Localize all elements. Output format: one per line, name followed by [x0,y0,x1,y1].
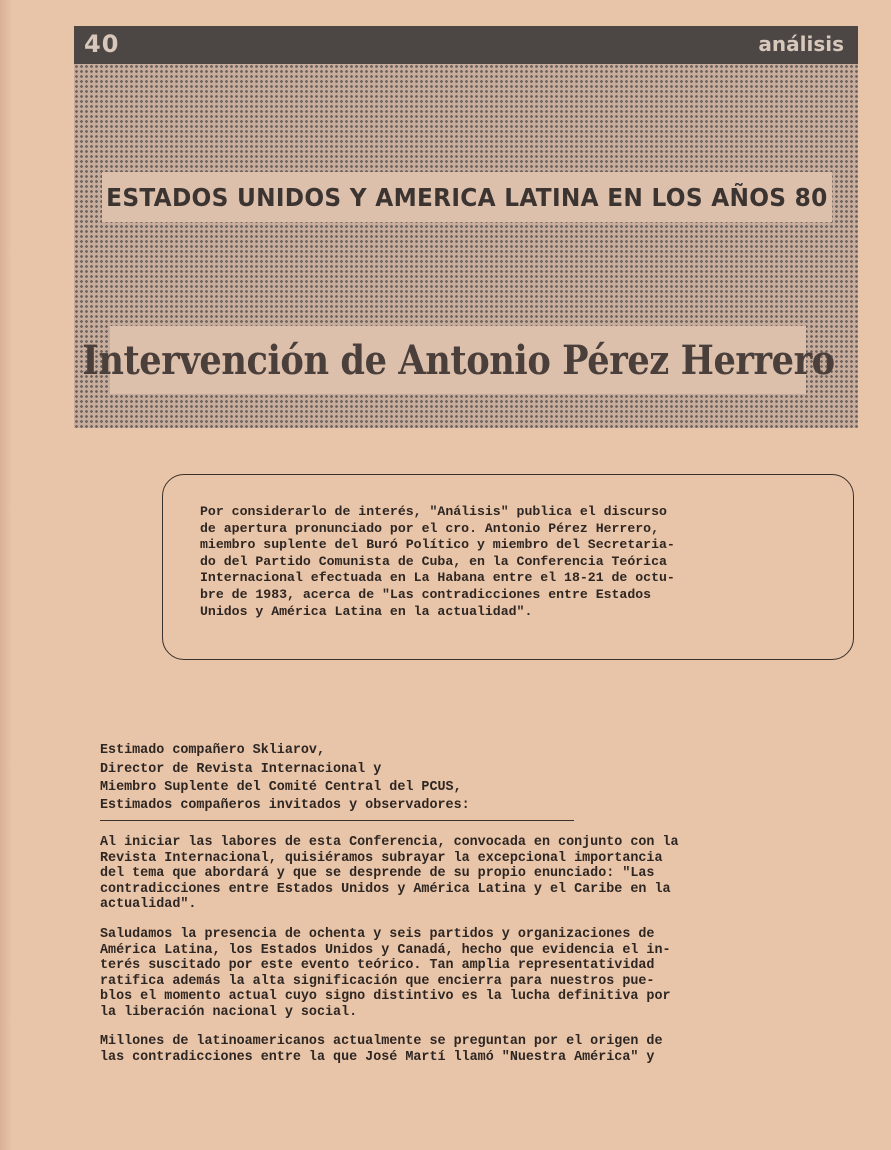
page-number: 40 [84,30,120,58]
salutation: Estimado compañero Skliarov, Director de Revista Internacional y Miembro Suplente del Comité Central del PCUS, [100,743,462,795]
body-paragraph-3: Millones de latinoamericanos actualmente se preguntan por el origen de las contradicciones entre la que José Martí llamó "Nuestra América" y [100,1034,663,1065]
intro-text: Por considerarlo de interés, "Análisis" publica el discurso de apertura pronunciado por el cro. Antonio Pérez Herrero, miembro suplente del Buró Político y miembro del Secretaria- do del Partido Comunista de Cuba, en la Conferencia Teórica Internacional efectuada en La Habana entre el 18-21 de octu- bre de 1983, acerca de "Las contradicciones entre Estados Unidos y América Latina en la actualidad". [200,504,675,619]
body-paragraph-2: Saludamos la presencia de ochenta y seis partidos y organizaciones de América Latina, los Estados Unidos y Canadá, hecho que evidencia el in- terés suscitado por este evento teórico. Tan amplia representatividad ratifica además la alta significación que encierra para nuestros pue- blos el momento actual cuyo signo distintivo es la lucha definitiva por la liberación nacional y social. [100,927,671,1020]
article-headline: Intervención de Antonio Pérez Herrero [81,336,835,384]
page-edge [0,0,12,1150]
salutation-divider [100,820,574,821]
page-header [74,26,858,64]
section-label: análisis [758,32,844,56]
headline-strip [81,326,835,394]
article-kicker: ESTADOS UNIDOS Y AMERICA LATINA EN LOS AÑOS 80 [106,182,828,212]
kicker-strip [102,172,832,222]
body-paragraph-1: Al iniciar las labores de esta Conferencia, convocada en conjunto con la Revista Internacional, quisiéramos subrayar la excepcional importancia del tema que abordará y que se desprende de su propio enunciado: "Las contradicciones entre Estados Unidos y América Latina y el Caribe en la actualidad". [100,835,679,913]
salutation-guests: Estimados compañeros invitados y observadores: [100,798,470,813]
